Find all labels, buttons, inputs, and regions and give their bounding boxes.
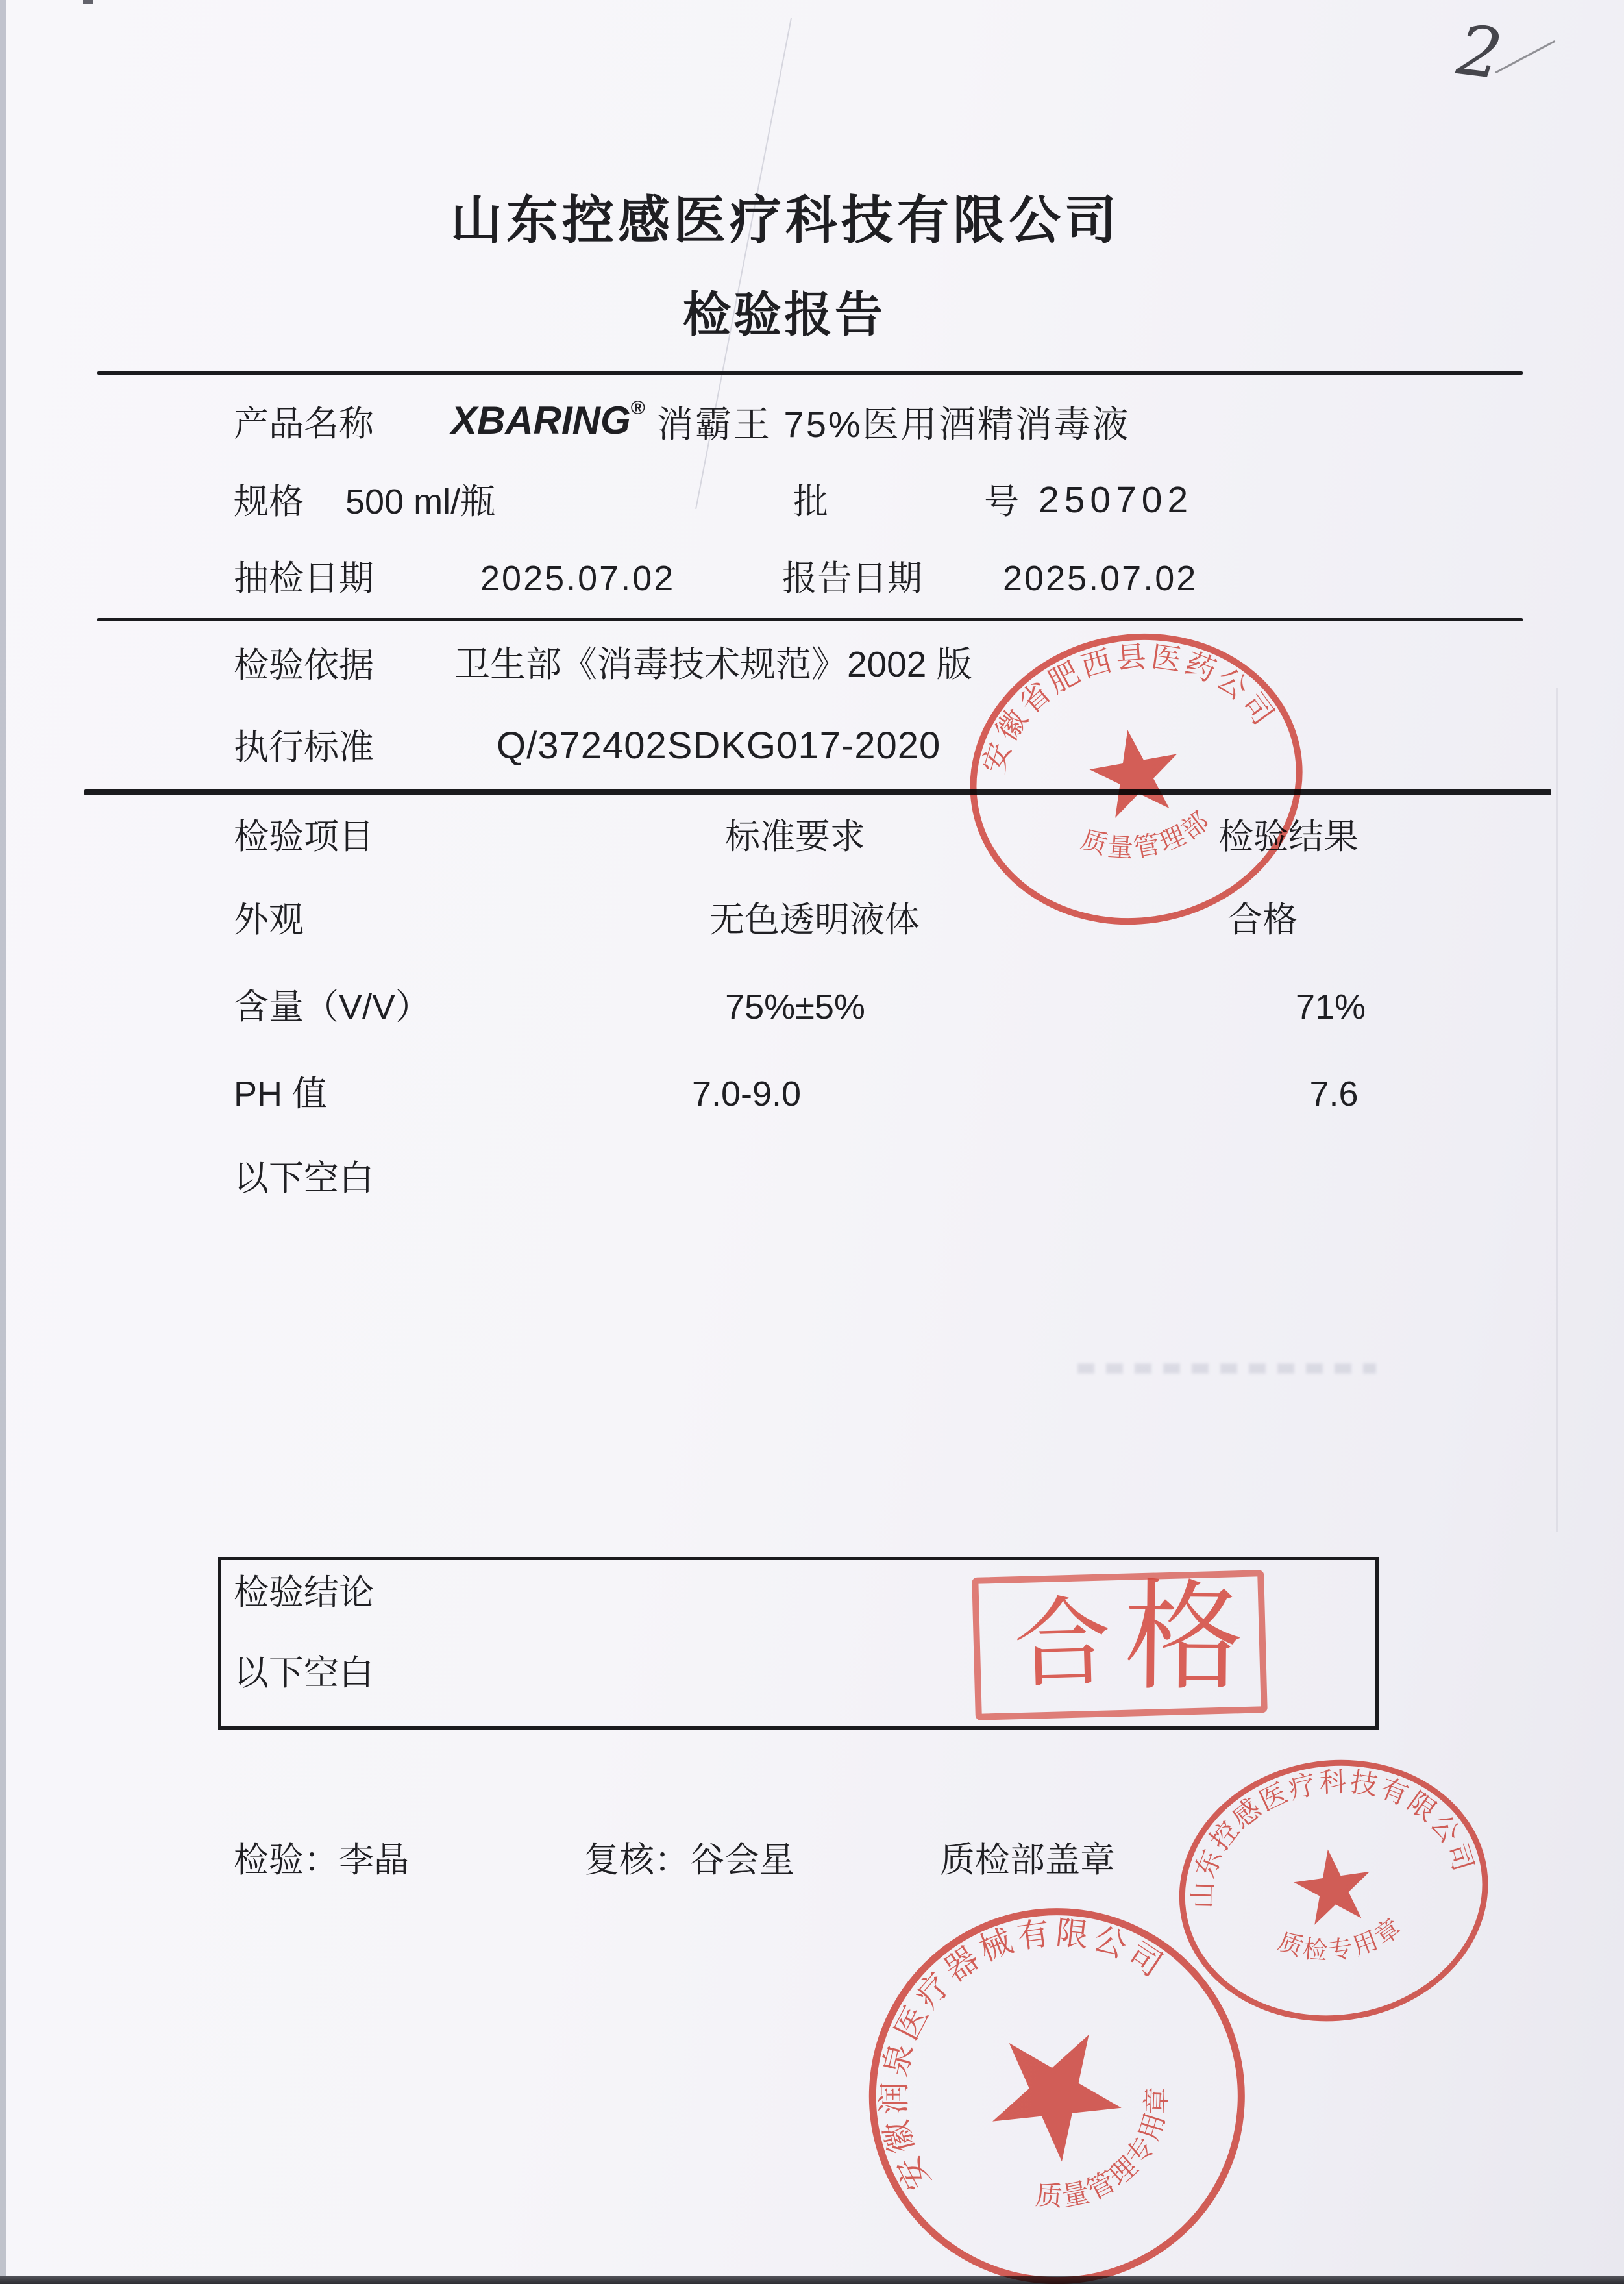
- pass-stamp-char: 格: [1123, 1569, 1244, 1705]
- inspector-label: 检验：: [234, 1841, 339, 1880]
- standard-label: 执行标准: [234, 728, 374, 767]
- batch-label-2: 号: [984, 482, 1019, 521]
- seal-bottom-text: 质检专用章: [1274, 1912, 1409, 1966]
- paper-crease-right: [1556, 688, 1558, 1532]
- table-blank-note: 以下空白: [234, 1159, 374, 1198]
- seal-bottom-text: 质量管理专用章: [1034, 2084, 1173, 2213]
- rule-2: [97, 618, 1523, 621]
- basis-label: 检验依据: [234, 646, 374, 685]
- ink-bleed-smudge: [1077, 1363, 1376, 1374]
- rule-3-thick: [84, 789, 1551, 795]
- seal-ring-text: 山东控感医疗科技有限公司: [1187, 1766, 1480, 1909]
- table-header-item: 检验项目: [234, 817, 374, 856]
- brand-text: XBARING: [451, 399, 631, 442]
- rule-1: [97, 371, 1523, 375]
- seal-bottom-text: 质量管理部: [1077, 805, 1216, 863]
- conclusion-label: 检验结论: [234, 1573, 374, 1612]
- sampling-date-label: 抽检日期: [234, 559, 374, 598]
- batch-label-1: 批: [793, 482, 828, 521]
- inspector-name: 李晶: [339, 1841, 409, 1880]
- scan-edge-left: [0, 0, 6, 2284]
- table-header-requirement: 标准要求: [725, 817, 865, 856]
- row-result: 7.6: [1309, 1074, 1359, 1113]
- product-name: 消霸王 75%医用酒精消毒液: [657, 404, 1131, 445]
- row-result: 合格: [1227, 900, 1298, 939]
- batch-number: 250702: [1039, 479, 1194, 521]
- seal-graphic: [929, 588, 1343, 971]
- pass-stamp-char: 合: [1012, 1587, 1113, 1700]
- row-item: 含量（V/V）: [234, 987, 431, 1026]
- company-seal-top: [929, 588, 1344, 974]
- row-result: 71%: [1295, 987, 1366, 1026]
- row-item: PH 值: [234, 1074, 328, 1113]
- seal-note: 质检部盖章: [940, 1841, 1115, 1880]
- handwritten-page-number: 2: [1453, 10, 1507, 95]
- report-title: 检验报告: [683, 288, 885, 341]
- reviewer-signature: [584, 1843, 794, 1878]
- standard-value: Q/372402SDKG017-2020: [497, 725, 941, 767]
- row-requirement: 75%±5%: [725, 987, 865, 1026]
- seal-ring-text: 安徽润泉医疗器械有限公司: [876, 1914, 1172, 2196]
- sampling-date: 2025.07.02: [480, 559, 676, 598]
- row-requirement: 7.0-9.0: [691, 1074, 802, 1113]
- company-title: 山东控感医疗科技有限公司: [450, 192, 1120, 249]
- reviewer-label: 复核：: [584, 1841, 689, 1880]
- product-label: 产品名称: [234, 404, 374, 443]
- registered-mark-icon: ®: [630, 397, 645, 419]
- spec-value: 500 ml/瓶: [345, 482, 496, 521]
- scan-edge-bottom: [0, 2276, 1624, 2284]
- pass-rect-stamp: [972, 1570, 1268, 1720]
- basis-value: 卫生部《消毒技术规范》2002 版: [454, 644, 972, 684]
- report-date: 2025.07.02: [1003, 559, 1198, 598]
- seal-ring-text: 安徽省肥西县医药公司: [976, 639, 1283, 777]
- row-requirement: 无色透明液体: [709, 900, 920, 939]
- star-icon: [961, 2000, 1140, 2178]
- star-icon: [1084, 722, 1186, 821]
- star-icon: [1290, 1844, 1375, 1926]
- report-date-label: 报告日期: [782, 559, 922, 598]
- scan-notch: [83, 0, 93, 4]
- inspector-signature: [234, 1843, 409, 1878]
- row-item: 外观: [234, 900, 304, 939]
- brand-logo: [451, 397, 645, 442]
- handwritten-stroke: [1495, 40, 1555, 73]
- spec-label: 规格: [234, 482, 304, 521]
- table-header-result: 检验结果: [1218, 817, 1359, 856]
- reviewer-name: 谷会星: [689, 1841, 794, 1880]
- conclusion-blank-note: 以下空白: [234, 1654, 374, 1693]
